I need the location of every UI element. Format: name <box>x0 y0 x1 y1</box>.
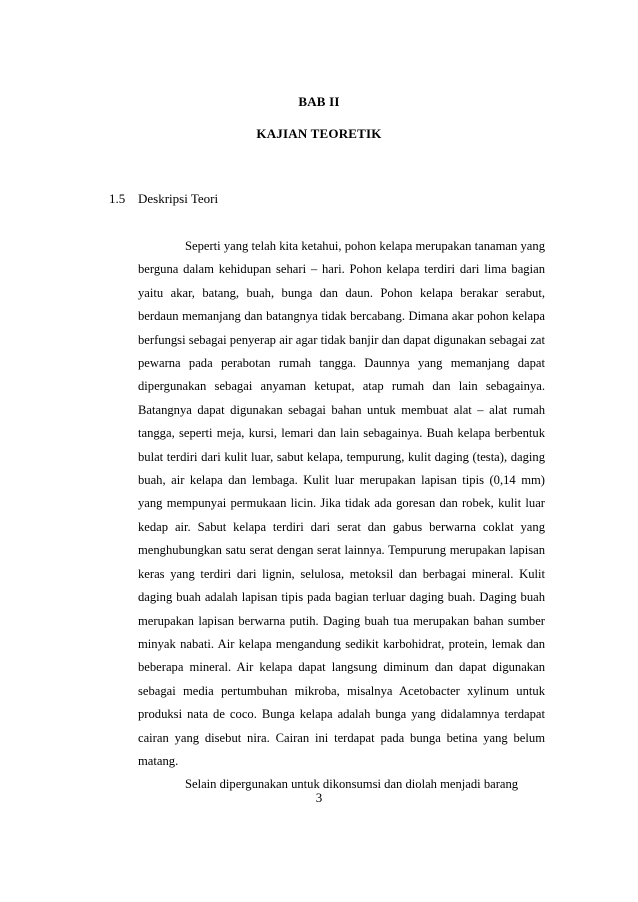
chapter-title: KAJIAN TEORETIK <box>256 126 382 141</box>
section-heading <box>109 191 218 207</box>
paragraph: Seperti yang telah kita ketahui, pohon kelapa merupakan tanaman yang berguna dalam kehidupan sehari – hari. Pohon kelapa terdiri dari lima bagian yaitu akar, batang, buah, bunga dan daun. Pohon kelapa berakar serabut, berdaun memanjang dan batangnya tidak bercabang. Dimana akar pohon kelapa berfungsi sebagai penyerap air agar tidak banjir dan dapat digunakan sebagai zat pewarna pada perabotan rumah tangga. Daunnya yang memanjang dapat dipergunakan sebagai anyaman ketupat, atap rumah dan lain sebagainya. Batangnya dapat digunakan sebagai bahan untuk membuat alat – alat rumah tangga, seperti meja, kursi, lemari dan lain sebagainya. Buah kelapa berbentuk bulat terdiri dari kulit luar, sabut kelapa, tempurung, kulit daging (testa), daging buah, air kelapa dan lembaga. Kulit luar merupakan lapisan tipis (0,14 mm) yang mempunyai permukaan licin. Jika tidak ada goresan dan robek, kulit luar kedap air. Sabut kelapa terdiri dari serat dan gabus berwarna coklat yang menghubungkan satu serat dengan serat lainnya. Tempurung merupakan lapisan keras yang terdiri dari lignin, selulosa, metoksil dan berbagai mineral. Kulit daging buah adalah lapisan tipis pada bagian terluar daging buah. Daging buah merupakan lapisan berwarna putih. Daging buah tua merupakan bahan sumber minyak nabati. Air kelapa mengandung sedikit karbohidrat, protein, lemak dan beberapa mineral. Air kelapa dapat langsung diminum dan dapat digunakan sebagai media pertumbuhan mikroba, misalnya Acetobacter xylinum untuk produksi nata de coco. Bunga kelapa adalah bunga yang didalamnya terdapat cairan yang disebut nira. Cairan ini terdapat pada bunga betina yang belum matang. <box>138 239 545 768</box>
chapter-heading: BAB II <box>298 94 340 109</box>
section-title: Deskripsi Teori <box>138 191 219 206</box>
body-text <box>138 235 545 797</box>
page-number: 3 <box>315 790 323 805</box>
section-number: 1.5 <box>109 191 126 206</box>
paragraph: Selain dipergunakan untuk dikonsumsi dan diolah menjadi barang <box>185 777 519 792</box>
